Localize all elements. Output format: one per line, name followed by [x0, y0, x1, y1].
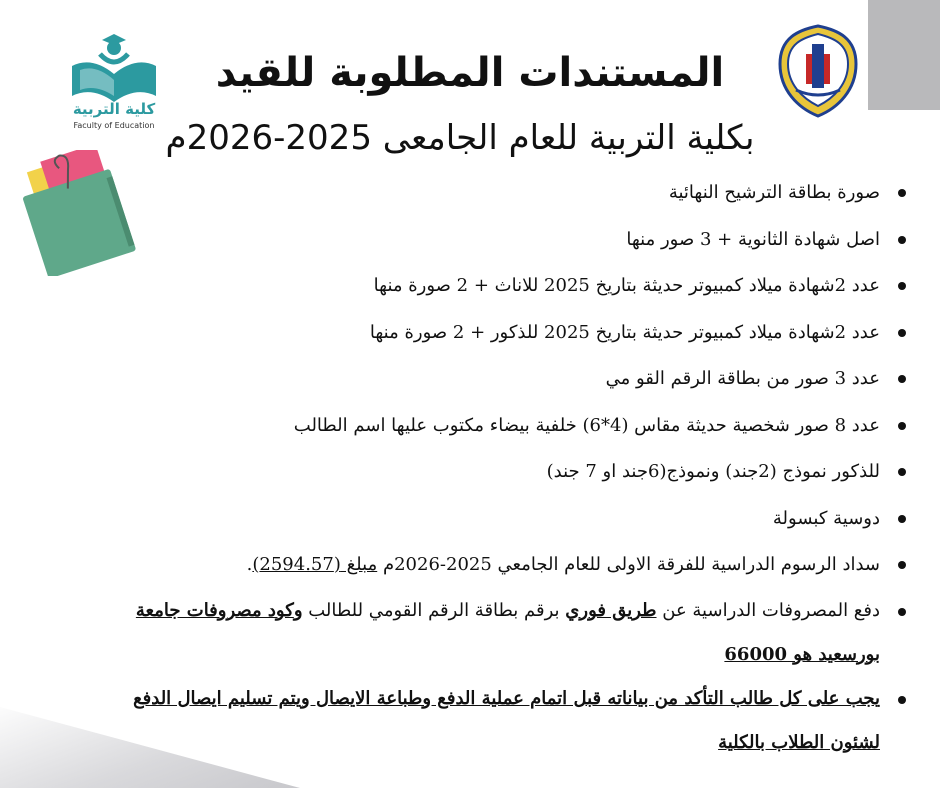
requirements-list	[126, 170, 906, 765]
list-item: عدد 2شهادة ميلاد كمبيوتر حديثة بتاريخ 2025 للاناث + 2 صورة منها	[126, 263, 906, 310]
bullet-icon	[898, 608, 906, 616]
folder-icon	[16, 150, 144, 276]
list-item: اصل شهادة الثانوية + 3 صور منها	[126, 217, 906, 264]
seal-icon	[776, 24, 860, 118]
bullet-icon	[898, 282, 906, 290]
bullet-icon	[898, 515, 906, 523]
fees-amount-label: مبلغ	[340, 554, 378, 575]
list-item-notice	[126, 677, 906, 765]
list-item-fees: سداد الرسوم الدراسية للفرقة الاولى للعام الجامعي 2025-2026م مبلغ (2594.57).	[126, 542, 906, 589]
list-item: عدد 3 صور من بطاقة الرقم القو مي	[126, 356, 906, 403]
payment-method: طريق فوري	[565, 599, 657, 621]
list-item: صورة بطاقة الترشيح النهائية	[126, 170, 906, 217]
bullet-icon	[898, 236, 906, 244]
payment-code: كود مصروفات جامعة بورسعيد هو 66000	[135, 599, 880, 665]
page-title: المستندات المطلوبة للقيد	[215, 50, 725, 96]
bullet-icon	[898, 422, 906, 430]
page-subtitle: بكلية التربية للعام الجامعى 2025-2026م	[165, 118, 755, 158]
list-item-payment: دفع المصروفات الدراسية عن طريق فوري برقم بطاقة الرقم القومي للطالب وكود مصروفات جامعة بورسعيد هو 66000	[126, 589, 906, 677]
bullet-icon	[898, 468, 906, 476]
university-seal-logo	[776, 24, 860, 118]
corner-decoration-top-right	[868, 0, 940, 110]
list-item: عدد 8 صور شخصية حديثة مقاس (4*6) خلفية بيضاء مكتوب عليها اسم الطالب	[126, 403, 906, 450]
bullet-icon	[898, 189, 906, 197]
list-item: عدد 2شهادة ميلاد كمبيوتر حديثة بتاريخ 2025 للذكور + 2 صورة منها	[126, 310, 906, 357]
bullet-icon	[898, 696, 906, 704]
list-item: دوسية كبسولة	[126, 496, 906, 543]
folder-illustration	[16, 150, 144, 276]
logo-text-english: Faculty of Education	[73, 121, 155, 130]
logo-text-arabic: كلية التربية	[72, 100, 156, 118]
notice-text: يجب على كل طالب التأكد من بياناته قبل اتمام عملية الدفع وطباعة الايصال ويتم تسليم ايصال الدفع لشئون الطلاب بالكلية	[133, 687, 880, 753]
bullet-icon	[898, 561, 906, 569]
bullet-icon	[898, 329, 906, 337]
bullet-icon	[898, 375, 906, 383]
list-item: للذكور نموذج (2جند) ونموذج(6جند او 7 جند)	[126, 449, 906, 496]
fees-amount: (2594.57)	[252, 554, 341, 575]
